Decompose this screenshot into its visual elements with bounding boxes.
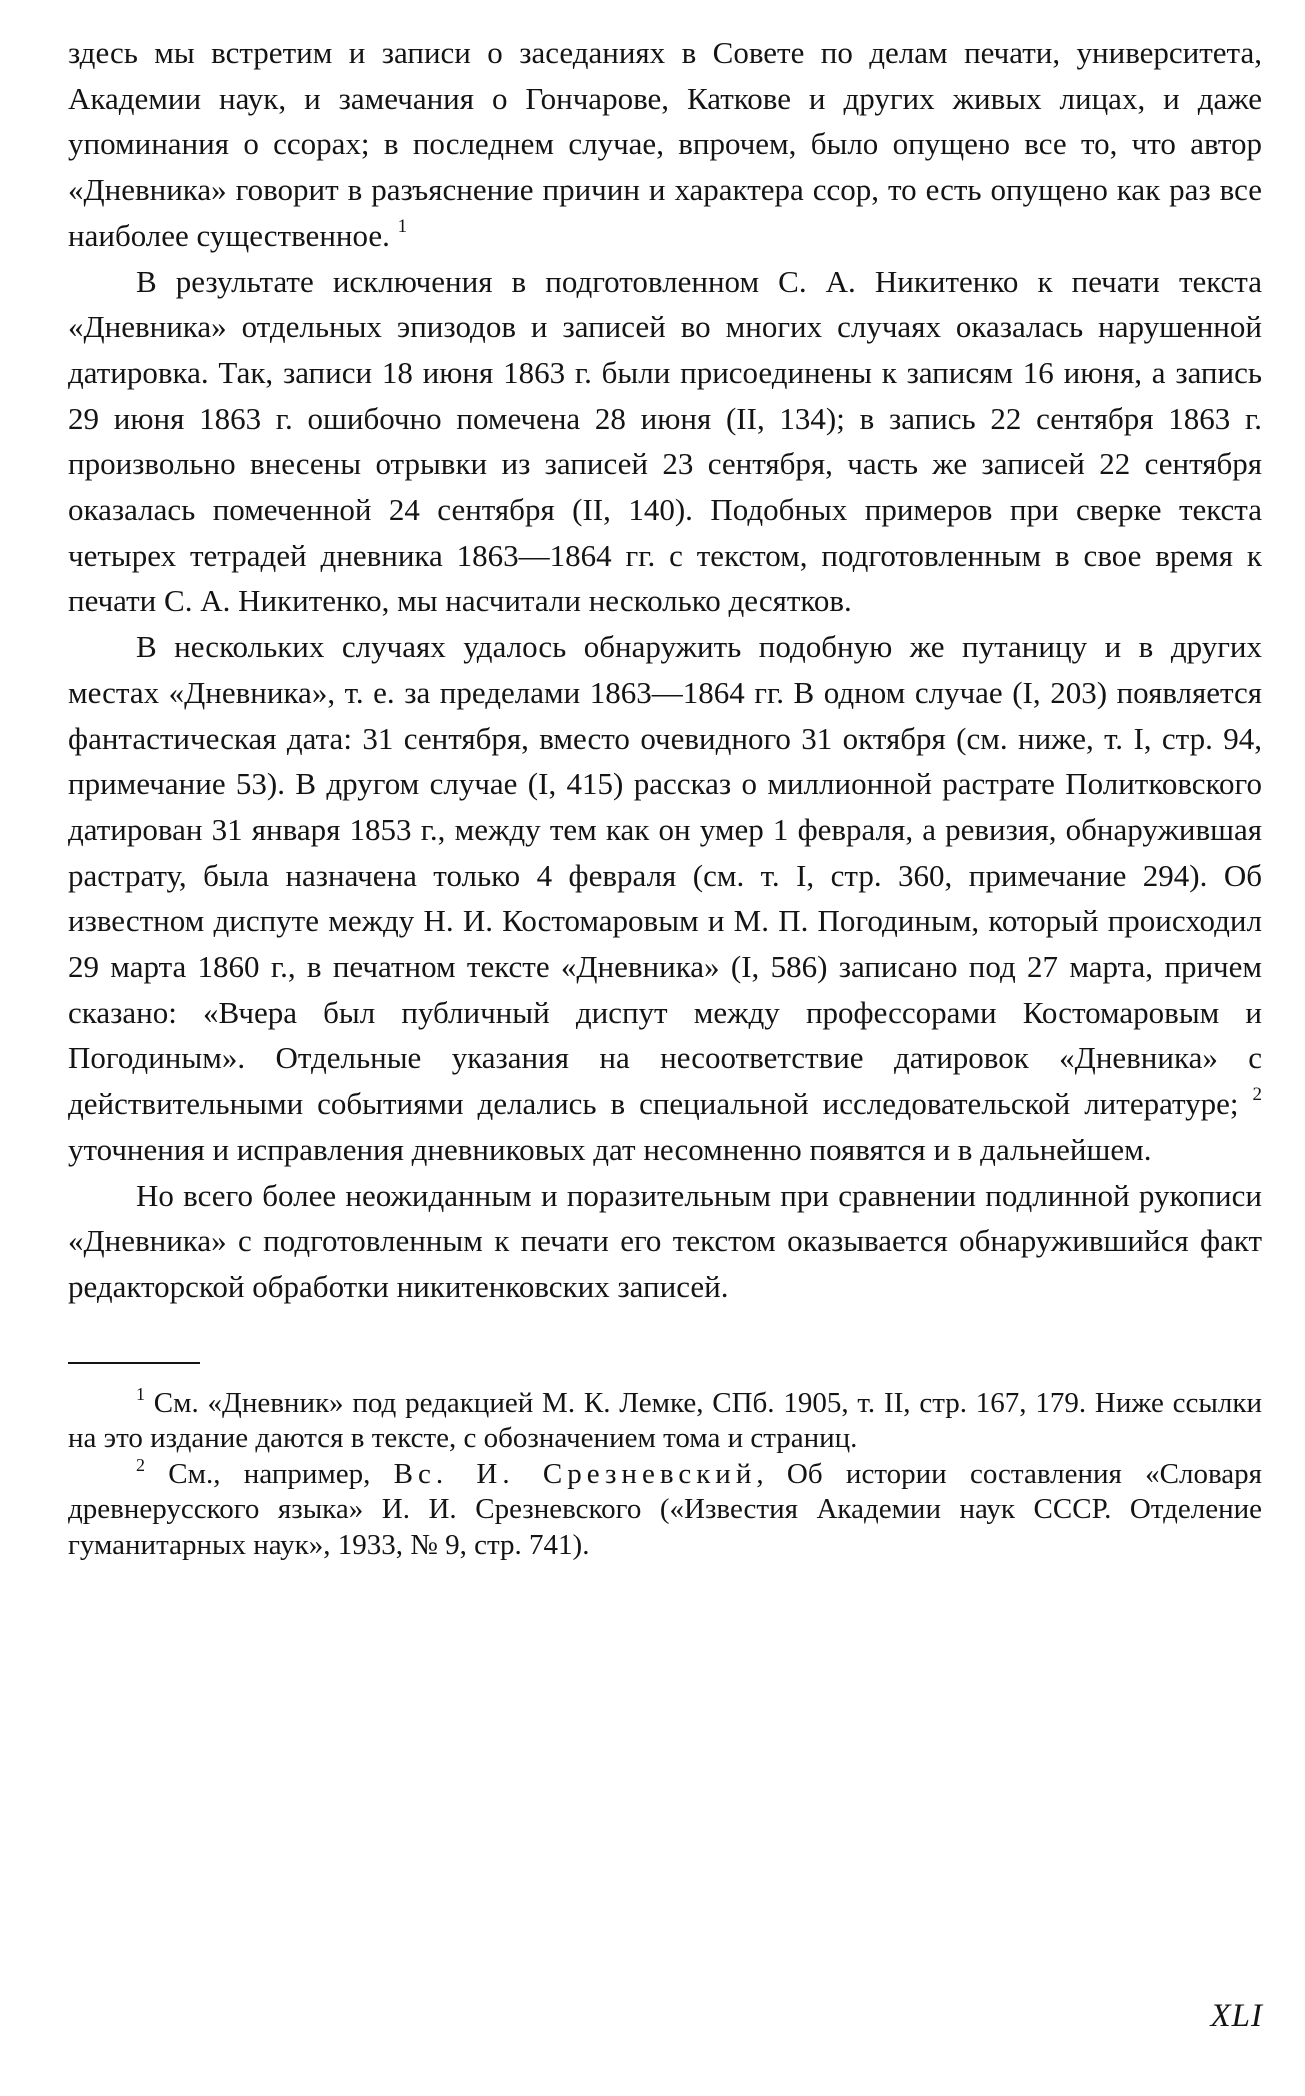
- paragraph-text: здесь мы встретим и записи о заседаниях в Совете по делам печати, университета, Академии наук, и замечания о Гончарове, Каткове и других живых лицах, и даже упоминания о ссорах; в последнем случае, впрочем, было опущено все то, что автор «Дневника» говорит в разъяснение причин и характера ссор, то есть опущено как раз все наиболее существенное.: [68, 35, 1262, 253]
- paragraph-1: [68, 30, 1262, 259]
- footnote-text: См., например,: [145, 1457, 394, 1490]
- paragraph-4: [68, 1173, 1262, 1310]
- paragraph-text-continued: уточнения и исправления дневниковых дат несомненно появятся и в дальнейшем.: [68, 1131, 1152, 1167]
- footnote-author: Вс. И. Срезневский: [393, 1457, 757, 1490]
- page-number: XLI: [1210, 1998, 1263, 2034]
- footnotes: [68, 1383, 1262, 1564]
- footnote-ref: 2: [1252, 1084, 1262, 1106]
- paragraph-3: [68, 624, 1262, 1172]
- paragraph-text: В нескольких случаях удалось обнаружить подобную же путаницу и в других местах «Дневника», т. е. за пределами 1863—1864 гг. В одном случае (I, 203) появляется фантастическая дата: 31 сентября, вместо очевидного 31 октября (см. ниже, т. I, стр. 94, примечание 53). В другом случае (I, 415) рассказ о миллионной растрате Политковского датирован 31 января 1853 г., между тем как он умер 1 февраля, а ревизия, обнаружившая растрату, была назначена только 4 февраля (см. т. I, стр. 360, примечание 294). Об известном диспуте между Н. И. Костомаровым и М. П. Погодиным, который происходил 29 марта 1860 г., в печатном тексте «Дневника» (I, 586) записано под 27 марта, причем сказано: «Вчера был публичный диспут между профессорами Костомаровым и Погодиным». Отдельные указания на несоответствие датировок «Дневника» с действительными событиями делались в специальной исследовательской литературе;: [68, 629, 1262, 1122]
- footnote-1: [68, 1383, 1262, 1457]
- page-content: [68, 30, 1262, 1563]
- paragraph-text: В результате исключения в подготовленном С. А. Никитенко к печати текста «Дневника» отдельных эпизодов и записей во многих случаях оказалась нарушенной датировка. Так, записи 18 июня 1863 г. были присоединены к записям 16 июня, а запись 29 июня 1863 г. ошибочно помечена 28 июня (II, 134); в запись 22 сентября 1863 г. произвольно внесены отрывки из записей 23 сентября, часть же записей 22 сентября оказалась помеченной 24 сентября (II, 140). Подобных примеров при сверке текста четырех тетрадей дневника 1863—1864 гг. с текстом, подготовленным в свое время к печати С. А. Никитенко, мы насчитали несколько десятков.: [68, 263, 1262, 619]
- footnote-mark: 2: [136, 1454, 145, 1475]
- main-text: [68, 30, 1262, 1310]
- paragraph-text: Но всего более неожиданным и поразительным при сравнении подлинной рукописи «Дневника» с подготовленным к печати его текстом оказывается обнаружившийся факт редакторской обработки никитенковских записей.: [68, 1177, 1262, 1304]
- footnote-2: [68, 1454, 1262, 1564]
- footnote-divider: [68, 1362, 200, 1364]
- footnote-text-continued: , Об истории составления «Словаря древнерусского языка» И. И. Срезневского («Известия Академии наук СССР. Отделение гуманитарных наук», 1933, № 9, стр. 741).: [68, 1457, 1262, 1561]
- footnote-text: См. «Дневник» под редакцией М. К. Лемке, СПб. 1905, т. II, стр. 167, 179. Ниже ссылки на это издание даются в тексте, с обозначением тома и страниц.: [68, 1386, 1262, 1455]
- paragraph-2: [68, 259, 1262, 625]
- footnote-ref: 1: [397, 215, 408, 237]
- footnote-mark: 1: [136, 1383, 145, 1404]
